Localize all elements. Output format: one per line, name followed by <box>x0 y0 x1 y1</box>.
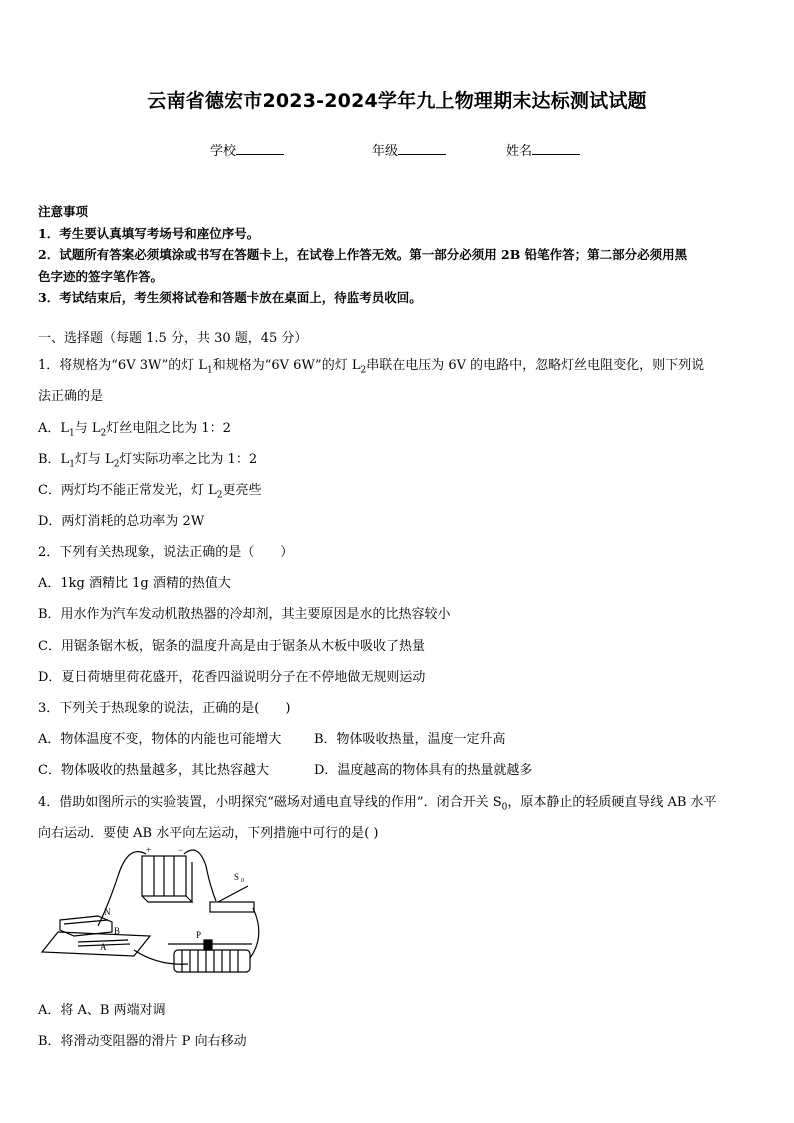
slider-p-label: P <box>196 930 202 940</box>
school-field <box>210 140 284 159</box>
notes-item: 色字迹的签字笔作答。 <box>38 268 164 284</box>
school-label: 学校 <box>210 144 237 159</box>
notes-item: 2．试题所有答案必须填涂或书写在答题卡上，在试卷上作答无效。第一部分必须用 2B 铅笔作答；第二部分必须用黑 <box>38 247 688 262</box>
north-pole-label: N <box>104 907 111 917</box>
point-a-label: A <box>100 942 107 952</box>
question-4-option-a: A．将 A、B 两端对调 <box>38 1003 166 1018</box>
rheostat-icon <box>174 950 250 972</box>
question-4-stem: 4．借助如图所示的实验装置，小明探究“磁场对通电直导线的作用”．闭合开关 $S_0$，原本静止的轻质硬直导线 AB 水平 <box>38 795 717 813</box>
rail-base <box>42 932 150 956</box>
question-2-option-a: A．1kg 酒精比 1g 酒精的热值大 <box>38 576 231 591</box>
question-2-option-b: B．用水作为汽车发动机散热器的冷却剂，其主要原因是水的比热容较小 <box>38 607 451 622</box>
question-3-option-c: C．物体吸收的热量越多，其比热容越大 <box>38 763 269 778</box>
battery-plus-label: + <box>146 846 152 855</box>
battery-minus-label: − <box>178 846 184 855</box>
question-1-stem-cont: 法正确的是 <box>38 389 104 404</box>
question-2-stem: 2．下列有关热现象，说法正确的是（ ） <box>38 545 294 560</box>
question-3-option-a: A．物体温度不变，物体的内能也可能增大 <box>38 732 282 747</box>
question-1-option-a: A．$L_1$与 $L_2$灯丝电阻之比为 1：2 <box>38 421 231 439</box>
question-1-option-d: D．两灯消耗的总功率为 2W <box>38 514 205 529</box>
point-b-label: B <box>114 926 121 936</box>
name-blank <box>532 142 580 155</box>
notes-item: 3．考试结束后，考生须将试卷和答题卡放在桌面上，待监考员收回。 <box>38 290 422 305</box>
question-1-option-b: B．$L_1$灯与 $L_2$灯实际功率之比为 1：2 <box>38 452 258 470</box>
question-2-option-c: C．用锯条锯木板，锯条的温度升高是由于锯条从木板中吸收了热量 <box>38 639 425 654</box>
switch-icon <box>210 902 254 912</box>
grade-label: 年级 <box>372 144 399 159</box>
name-field <box>506 140 580 159</box>
school-blank <box>236 142 284 155</box>
grade-blank <box>398 142 446 155</box>
page-title: 云南省德宏市2023-2024学年九上物理期末达标测试试题 <box>147 90 647 112</box>
question-2-option-d: D．夏日荷塘里荷花盛开，花香四溢说明分子在不停地做无规则运动 <box>38 670 426 685</box>
question-4-stem-cont: 向右运动．要使 AB 水平向左运动，下列措施中可行的是( ) <box>38 826 379 841</box>
grade-field <box>372 140 446 159</box>
question-4-option-b: B．将滑动变阻器的滑片 P 向右移动 <box>38 1034 247 1049</box>
question-3-stem: 3．下列关于热现象的说法，正确的是( ) <box>38 701 291 716</box>
notes-item: 1．考生要认真填写考场号和座位序号。 <box>38 225 260 241</box>
name-label: 姓名 <box>506 144 533 159</box>
question-3-option-b: B．物体吸收热量，温度一定升高 <box>314 732 506 747</box>
section-heading: 一、选择题（每题 1.5 分，共 30 题，45 分） <box>38 331 308 346</box>
switch-sub-label: 0 <box>241 878 244 884</box>
question-1-stem: 1．将规格为“6V 3W”的灯 $L_1$和规格为“6V 6W”的灯 $L_2$串联在电压为 6V 的电路中，忽略灯丝电阻变化，则下列说 <box>38 358 705 376</box>
question-1-option-c: C．两灯均不能正常发光，灯 $L_2$更亮些 <box>38 483 262 501</box>
notes-heading: 注意事项 <box>38 204 89 219</box>
switch-label: S <box>234 872 240 882</box>
question-3-option-d: D．温度越高的物体具有的热量就越多 <box>314 763 533 778</box>
notes-block <box>38 201 687 309</box>
circuit-figure <box>38 846 268 986</box>
